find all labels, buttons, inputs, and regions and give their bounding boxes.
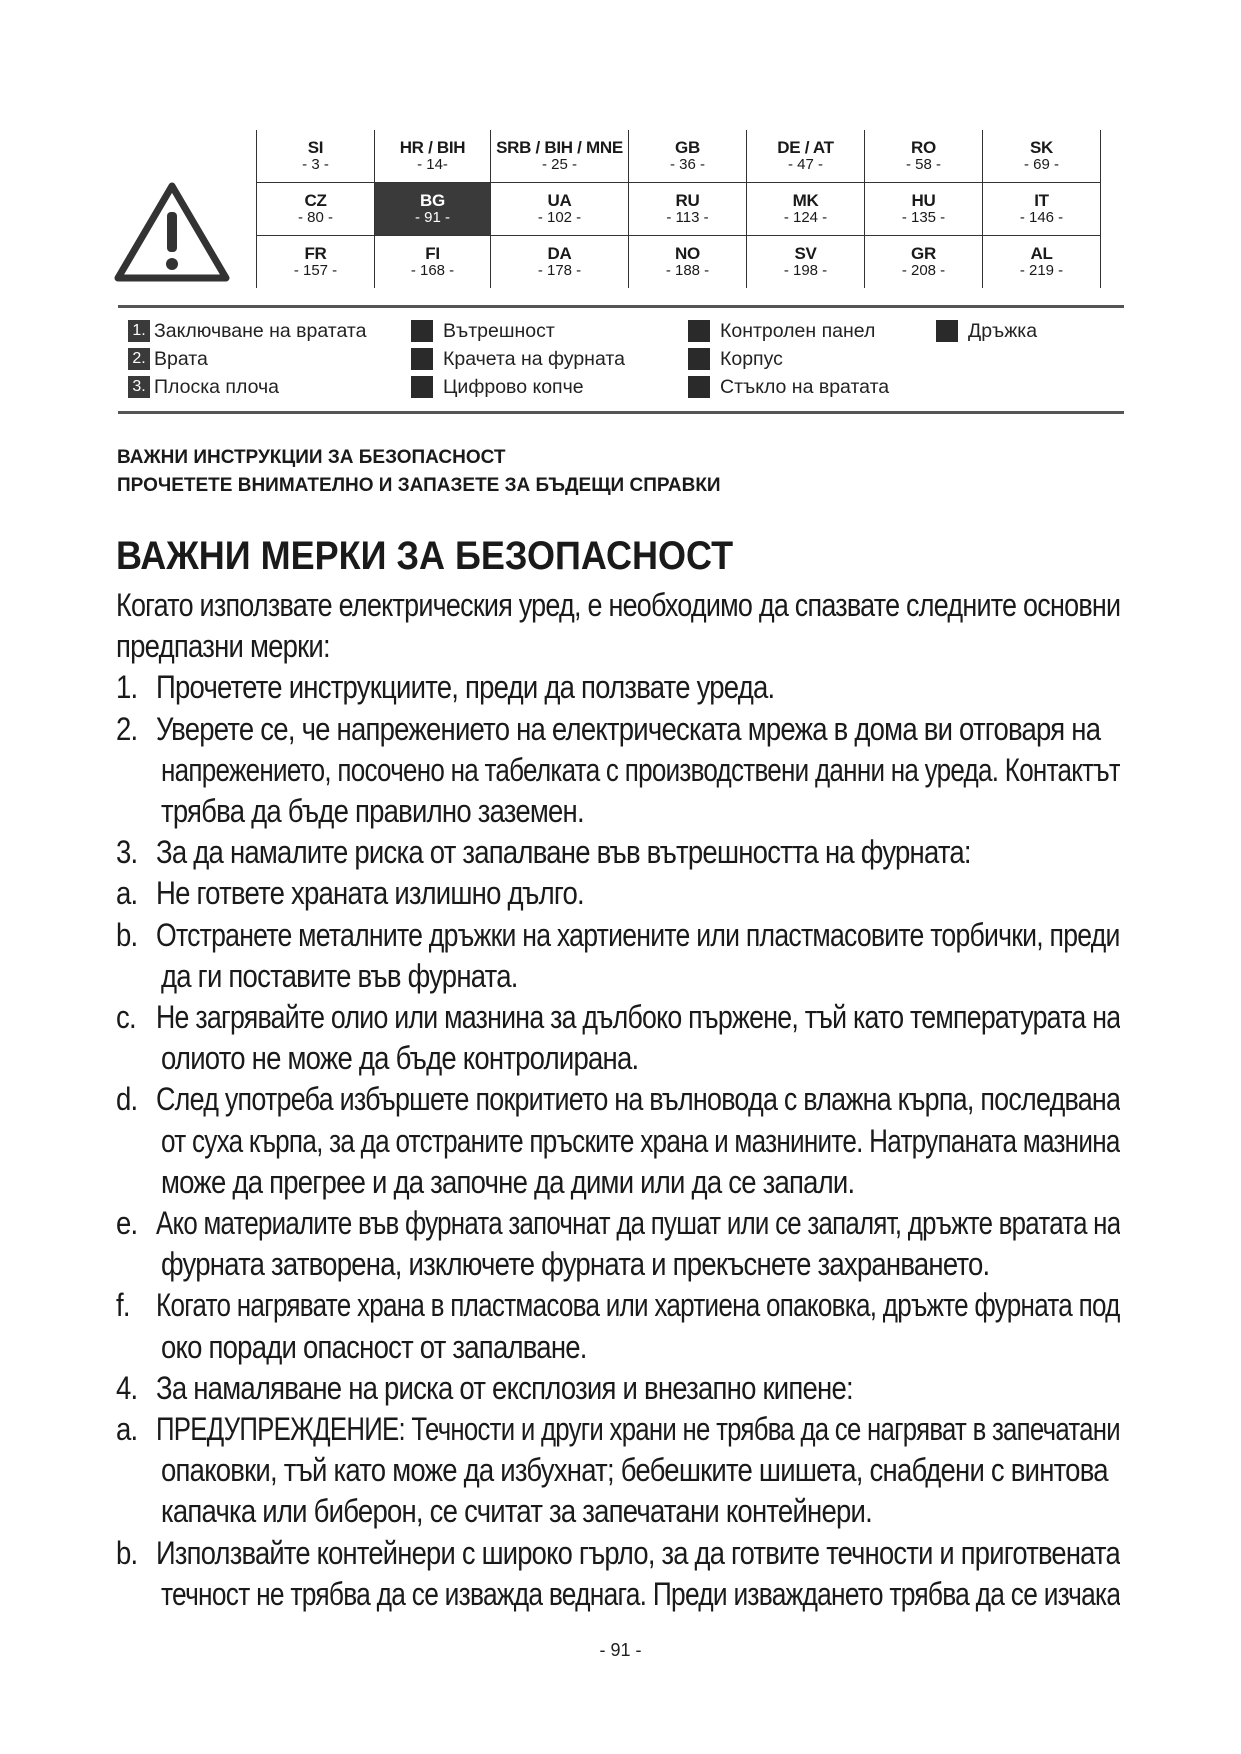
line-text: око поради опасност от запалване. <box>161 1328 587 1365</box>
list-marker: d. <box>116 1081 138 1118</box>
instruction-line <box>116 1203 1120 1243</box>
list-marker: b. <box>116 916 138 953</box>
language-cell <box>375 183 491 236</box>
warning-triangle-icon <box>112 178 232 286</box>
instruction-line <box>116 626 1120 666</box>
language-page-ref: - 69 - <box>1023 156 1059 174</box>
instruction-line <box>116 585 1120 625</box>
legend-label: Контролен панел <box>720 319 876 342</box>
language-code: UA <box>547 191 572 211</box>
line-text: Ако материалите във фурната започнат да пушат или се запалят, дръжте вратата на <box>156 1205 1120 1241</box>
language-code: SK <box>1029 138 1054 158</box>
legend-item-oven-feet <box>411 346 625 372</box>
language-page-ref: - 124 - <box>783 209 828 227</box>
language-page-ref: - 208 - <box>901 262 946 280</box>
language-cell <box>865 130 983 183</box>
language-code: GR <box>911 244 936 264</box>
language-page-ref: - 198 - <box>783 262 828 280</box>
legend-item-door-glass <box>688 374 889 400</box>
language-code: HU <box>911 191 936 211</box>
line-text: опаковки, тъй като може да избухнат; бебешките шишета, снабдени с винтова <box>161 1452 1108 1489</box>
parts-legend <box>128 318 1128 402</box>
language-code: FI <box>425 244 440 264</box>
line-text: Когато използвате електрическия уред, е необходимо да спазвате следните основни <box>116 587 1120 623</box>
line-text: трябва да бъде правилно заземен. <box>161 793 584 829</box>
language-code: AL <box>1030 244 1053 264</box>
language-code: NO <box>675 244 700 264</box>
legend-marker-icon <box>936 320 958 342</box>
list-marker: 2. <box>116 710 138 747</box>
instruction-line <box>116 832 1120 872</box>
language-code: CZ <box>304 191 327 211</box>
legend-label: Корпус <box>720 347 783 370</box>
legend-label: Вътрешност <box>443 319 555 342</box>
instruction-line <box>116 1409 1120 1449</box>
language-page-ref: - 3 - <box>302 156 329 174</box>
legend-number: 1. <box>128 320 150 342</box>
language-cell <box>983 236 1101 289</box>
list-marker: b. <box>116 1534 138 1571</box>
line-text: След употреба избършете покритието на вълновода с влажна кърпа, последвана <box>156 1081 1120 1118</box>
instruction-line <box>116 791 1120 831</box>
language-cell <box>375 130 491 183</box>
line-text: от суха кърпа, за да отстраните пръските храна и мазнините. Натрупаната мазнина <box>161 1122 1120 1159</box>
language-cell <box>747 130 865 183</box>
instruction-line <box>116 1491 1120 1531</box>
language-index-table <box>256 130 1101 288</box>
language-row <box>257 183 1101 236</box>
language-page-ref: - 14- <box>417 156 448 174</box>
language-page-ref: - 146 - <box>1019 209 1064 227</box>
legend-label: Стъкло на вратата <box>720 375 890 398</box>
language-code: GB <box>675 138 700 158</box>
divider-bottom <box>118 411 1124 414</box>
line-text: предпазни мерки: <box>116 628 330 665</box>
language-cell <box>629 130 747 183</box>
language-cell <box>865 236 983 289</box>
instruction-line <box>116 1162 1120 1202</box>
legend-label: Дръжка <box>968 319 1038 342</box>
legend-marker-icon <box>688 348 710 370</box>
language-page-ref: - 47 - <box>787 156 823 174</box>
list-marker: f. <box>116 1287 130 1324</box>
language-code: SRB / BIH / MNE <box>496 138 623 158</box>
language-page-ref: - 36 - <box>669 156 705 174</box>
language-page-ref: - 58 - <box>905 156 941 174</box>
page-number: - 91 - <box>599 1640 642 1660</box>
language-code: DA <box>547 244 572 264</box>
language-page-ref: - 113 - <box>666 209 709 227</box>
important-instructions-heading: ВАЖНИ ИНСТРУКЦИИ ЗА БЕЗОПАСНОСТ <box>117 447 506 468</box>
legend-label: Плоска плоча <box>154 375 280 398</box>
line-text: Използвайте контейнери с широко гърло, за да готвите течности и приготвената <box>156 1534 1120 1571</box>
list-marker: 1. <box>116 669 138 706</box>
language-row <box>257 236 1101 289</box>
legend-label: Крачета на фурната <box>443 347 625 370</box>
legend-marker-icon <box>411 320 433 342</box>
instruction-line <box>116 750 1120 790</box>
language-row <box>257 130 1101 183</box>
language-code: HR / BIH <box>399 138 466 158</box>
language-cell <box>629 183 747 236</box>
language-code: SI <box>307 138 324 158</box>
legend-item-housing <box>688 346 783 372</box>
language-page-ref: - 135 - <box>901 209 946 227</box>
instruction-line <box>116 709 1120 749</box>
line-text: капачка или биберон, се считат за запечатани контейнери. <box>161 1493 873 1530</box>
language-cell <box>491 130 629 183</box>
language-code: BG <box>420 191 445 211</box>
read-carefully-heading: ПРОЧЕТЕТЕ ВНИМАТЕЛНО И ЗАПАЗЕТЕ ЗА БЪДЕЩИ СПРАВКИ <box>117 475 721 496</box>
legend-item-control-panel <box>688 318 875 344</box>
list-marker: a. <box>116 875 138 912</box>
language-code: IT <box>1034 191 1049 211</box>
instruction-line <box>116 1244 1120 1284</box>
language-cell <box>865 183 983 236</box>
instruction-line <box>116 997 1120 1037</box>
legend-marker-icon <box>411 376 433 398</box>
legend-item-door <box>128 346 208 372</box>
legend-marker-icon <box>688 376 710 398</box>
line-text: фурната затворена, изключете фурната и прекъснете захранването. <box>161 1246 990 1283</box>
language-page-ref: - 188 - <box>665 262 710 280</box>
language-cell <box>629 236 747 289</box>
language-cell <box>257 130 375 183</box>
line-text: олиото не може да бъде контролирана. <box>161 1040 639 1077</box>
line-text: Отстранете металните дръжки на хартиените или пластмасовите торбички, преди <box>156 916 1120 953</box>
list-marker: 3. <box>116 834 138 871</box>
list-marker: 4. <box>116 1369 138 1406</box>
instruction-line <box>116 1285 1120 1325</box>
language-page-ref: - 178 - <box>537 262 582 280</box>
language-cell <box>747 236 865 289</box>
language-page-ref: - 168 - <box>410 262 455 280</box>
language-page-ref: - 25 - <box>541 156 577 174</box>
language-cell <box>747 183 865 236</box>
line-text: Не гответе храната излишно дълго. <box>156 875 584 912</box>
line-text: Уверете се, че напрежението на електрическата мрежа в дома ви отговаря на <box>156 710 1101 747</box>
instruction-line <box>116 915 1120 955</box>
instruction-line <box>116 1368 1120 1408</box>
line-text: течност не трябва да се изважда веднага. Преди изваждането трябва да се изчака <box>161 1575 1120 1612</box>
language-cell <box>983 183 1101 236</box>
language-code: RU <box>675 191 700 211</box>
instruction-line <box>116 1079 1120 1119</box>
language-cell <box>491 236 629 289</box>
instruction-line <box>116 956 1120 996</box>
language-page-ref: - 102 - <box>537 209 582 227</box>
line-text: Когато нагрявате храна в пластмасова или хартиена опаковка, дръжте фурната под <box>156 1287 1120 1324</box>
legend-item-interior <box>411 318 555 344</box>
legend-item-door-lock <box>128 318 366 344</box>
language-page-ref: - 80 - <box>297 209 333 227</box>
list-marker: e. <box>116 1205 138 1241</box>
line-text: Прочетете инструкциите, преди да ползвате уреда. <box>156 669 775 706</box>
instruction-line <box>116 1038 1120 1078</box>
legend-item-flat-plate <box>128 374 279 400</box>
list-marker: c. <box>116 999 136 1035</box>
language-page-ref: - 219 - <box>1019 262 1064 280</box>
language-cell <box>491 183 629 236</box>
language-cell <box>375 236 491 289</box>
language-code: MK <box>792 191 819 211</box>
legend-number: 3. <box>128 376 150 398</box>
line-text: ПРЕДУПРЕЖДЕНИЕ: Течности и други храни не трябва да се нагряват в запечатани <box>156 1411 1120 1447</box>
instruction-line <box>116 873 1120 913</box>
language-cell <box>257 183 375 236</box>
line-text: За намаляване на риска от експлозия и внезапно кипене: <box>156 1369 853 1406</box>
language-code: FR <box>304 244 327 264</box>
line-text: Не загрявайте олио или мазнина за дълбоко пържене, тъй като температурата на <box>156 999 1120 1035</box>
line-text: За да намалите риска от запалване във вътрешността на фурната: <box>156 834 971 871</box>
language-code: RO <box>911 138 936 158</box>
language-code: SV <box>794 244 817 264</box>
legend-marker-icon <box>688 320 710 342</box>
list-marker: a. <box>116 1411 138 1447</box>
legend-label: Врата <box>154 347 208 370</box>
instruction-line <box>116 1450 1120 1490</box>
line-text: напрежението, посочено на табелката с производствени данни на уреда. Контактът <box>161 751 1120 788</box>
instruction-line <box>116 1574 1120 1614</box>
instruction-line <box>116 1121 1120 1161</box>
legend-item-handle <box>936 318 1037 344</box>
language-cell <box>983 130 1101 183</box>
divider-top <box>118 305 1124 308</box>
line-text: да ги поставите във фурната. <box>161 957 518 994</box>
language-code: DE / AT <box>777 138 834 158</box>
instruction-line <box>116 1327 1120 1367</box>
line-text: може да прегрее и да започне да дими или да се запали. <box>161 1163 855 1200</box>
legend-marker-icon <box>411 348 433 370</box>
language-cell <box>257 236 375 289</box>
legend-label: Цифрово копче <box>443 375 584 398</box>
page-title: ВАЖНИ МЕРКИ ЗА БЕЗОПАСНОСТ <box>116 534 734 578</box>
legend-label: Заключване на вратата <box>154 319 367 342</box>
language-page-ref: - 157 - <box>293 262 338 280</box>
language-page-ref: - 91 - <box>414 209 450 227</box>
legend-number: 2. <box>128 348 150 370</box>
instruction-line <box>116 667 1120 707</box>
instruction-line <box>116 1533 1120 1573</box>
legend-item-digital-knob <box>411 374 584 400</box>
